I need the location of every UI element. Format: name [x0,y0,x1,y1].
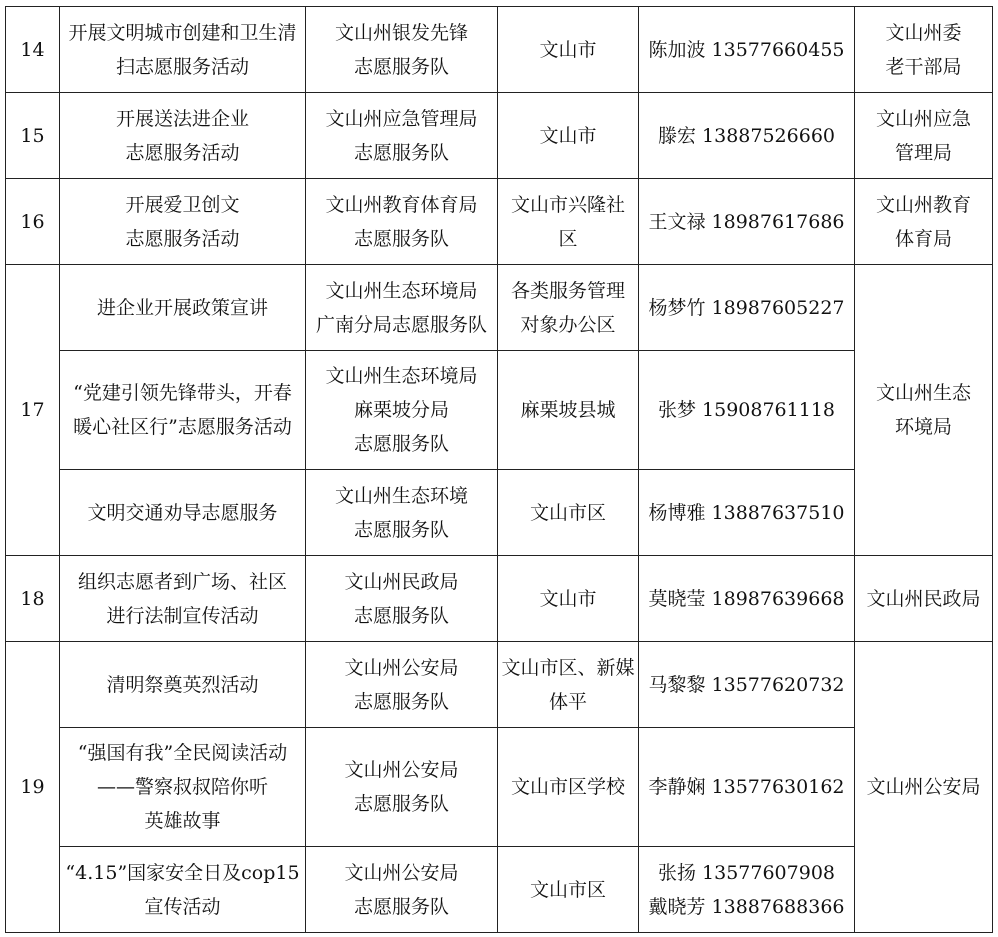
activity-cell [60,470,306,556]
activity-cell [60,179,306,265]
cell-text-line: 志愿服务活动 [125,227,240,250]
unit-cell [855,642,993,933]
cell-text-line: 文山州委 [885,21,962,44]
cell-text-line: 文山市兴隆社 [510,193,625,216]
cell-text-line: 杨梦竹 18987605227 [648,296,845,319]
contact-cell [639,179,855,265]
volunteer-activity-table [5,6,993,933]
activity-cell [60,7,306,93]
contact-cell [639,265,855,351]
table-row [6,351,993,470]
contact-cell [639,642,855,728]
cell-text-line: 文山州民政局 [344,570,459,593]
cell-text-line: 暖心社区行”志愿服务活动 [73,416,292,438]
unit-cell [855,556,993,642]
cell-text-line: 杨博雅 13887637510 [648,501,845,524]
cell-text-line: 文山市区 [529,878,606,901]
cell-text-line: 开展爱卫创文 [125,193,240,216]
contact-cell [639,556,855,642]
row-number: 16 [6,179,60,265]
team-cell [306,728,498,847]
location-cell [498,265,639,351]
cell-text-line: 文山市区学校 [510,776,625,798]
cell-text-line: 文山市区 [529,501,606,524]
location-cell [498,351,639,470]
unit-cell [855,93,993,179]
cell-text-line: 志愿服务队 [353,690,449,713]
cell-text-line: 文山市 [539,38,597,61]
cell-text-line: 文山州公安局 [866,776,981,798]
cell-text-line: 志愿服务队 [353,518,449,541]
location-cell [498,556,639,642]
cell-text-line: 文明交通劝导志愿服务 [87,501,278,524]
cell-text-line: 志愿服务队 [353,141,449,164]
activity-cell [60,556,306,642]
cell-text-line: 体平 [548,690,587,713]
cell-text-line: 文山州生态环境局 [325,365,478,387]
location-cell [498,179,639,265]
cell-text-line: 老干部局 [885,55,962,78]
cell-text-line: 张扬 13577607908 [657,861,835,884]
cell-text-line: 宣传活动 [144,895,221,918]
cell-text-line: 文山州生态环境 [334,484,468,507]
activity-cell [60,265,306,351]
cell-text-line: 环境局 [894,416,952,438]
cell-text-line: 广南分局志愿服务队 [315,313,487,336]
row-number: 17 [6,265,60,556]
cell-text-line: 文山市 [539,124,597,147]
cell-text-line: 戴晓芳 13887688366 [648,895,845,918]
cell-text-line: 文山州生态 [875,382,971,404]
cell-text-line: 文山州应急管理局 [325,107,478,130]
location-cell [498,470,639,556]
cell-text-line: 麻栗坡分局 [353,399,449,421]
table-row [6,556,993,642]
cell-text-line: 文山州公安局 [344,656,459,679]
row-number: 19 [6,642,60,933]
activity-cell [60,93,306,179]
cell-text-line: 组织志愿者到广场、社区 [77,570,287,593]
cell-text-line: “4.15”国家安全日及cop15 [65,861,300,884]
cell-text-line: 文山州民政局 [866,587,981,610]
unit-cell [855,179,993,265]
activity-cell [60,351,306,470]
cell-text-line: 进企业开展政策宣讲 [96,296,268,319]
cell-text-line: 英雄故事 [144,810,221,832]
cell-text-line: 开展文明城市创建和卫生清 [68,21,297,44]
cell-text-line: 文山州应急 [875,107,971,130]
team-cell [306,93,498,179]
cell-text-line: 体育局 [894,227,952,250]
cell-text-line: 文山州公安局 [344,861,459,884]
team-cell [306,470,498,556]
cell-text-line: 陈加波 13577660455 [648,38,845,61]
cell-text-line: 志愿服务队 [353,895,449,918]
table-row [6,93,993,179]
cell-text-line: “强国有我”全民阅读活动 [77,742,288,764]
location-cell [498,847,639,933]
cell-text-line: 志愿服务队 [353,604,449,627]
activity-cell [60,728,306,847]
cell-text-line: 文山州教育 [875,193,971,216]
contact-cell [639,351,855,470]
contact-cell [639,728,855,847]
cell-text-line: 对象办公区 [520,313,616,336]
location-cell [498,7,639,93]
cell-text-line: “党建引领先锋带头，开春 [73,382,292,404]
cell-text-line: 清明祭奠英烈活动 [106,673,259,696]
cell-text-line: 区 [558,227,578,250]
contact-cell [639,7,855,93]
activity-cell [60,642,306,728]
cell-text-line: 进行法制宣传活动 [106,604,259,627]
cell-text-line: 麻栗坡县城 [520,399,616,421]
table-row [6,642,993,728]
contact-cell [639,93,855,179]
row-number: 18 [6,556,60,642]
table-row [6,265,993,351]
cell-text-line: 志愿服务队 [353,433,449,455]
table-row [6,470,993,556]
unit-cell [855,265,993,556]
cell-text-line: 文山市区、新媒 [501,656,635,679]
cell-text-line: 志愿服务队 [353,55,449,78]
team-cell [306,351,498,470]
activity-cell [60,847,306,933]
table-row [6,847,993,933]
team-cell [306,642,498,728]
team-cell [306,556,498,642]
cell-text-line: 王文禄 18987617686 [648,210,845,233]
location-cell [498,93,639,179]
cell-text-line: 滕宏 13887526660 [657,124,835,147]
cell-text-line: 文山州生态环境局 [325,279,478,302]
cell-text-line: 文山市 [539,587,597,610]
unit-cell [855,7,993,93]
table-row [6,7,993,93]
location-cell [498,728,639,847]
cell-text-line: 李静娴 13577630162 [648,776,845,798]
cell-text-line: 文山州公安局 [344,759,459,781]
cell-text-line: 开展送法进企业 [115,107,249,130]
team-cell [306,179,498,265]
row-number: 14 [6,7,60,93]
cell-text-line: 文山州银发先锋 [334,21,468,44]
table-row [6,179,993,265]
cell-text-line: 张梦 15908761118 [657,399,835,421]
team-cell [306,847,498,933]
cell-text-line: 各类服务管理 [510,279,625,302]
team-cell [306,265,498,351]
cell-text-line: 管理局 [894,141,952,164]
cell-text-line: 扫志愿服务活动 [115,55,249,78]
location-cell [498,642,639,728]
contact-cell [639,847,855,933]
table-row [6,728,993,847]
cell-text-line: 志愿服务活动 [125,141,240,164]
contact-cell [639,470,855,556]
cell-text-line: 志愿服务队 [353,227,449,250]
cell-text-line: 莫晓莹 18987639668 [648,587,845,610]
row-number: 15 [6,93,60,179]
cell-text-line: 马黎黎 13577620732 [648,673,845,696]
team-cell [306,7,498,93]
cell-text-line: 志愿服务队 [353,793,449,815]
cell-text-line: ——警察叔叔陪你听 [96,776,268,798]
cell-text-line: 文山州教育体育局 [325,193,478,216]
